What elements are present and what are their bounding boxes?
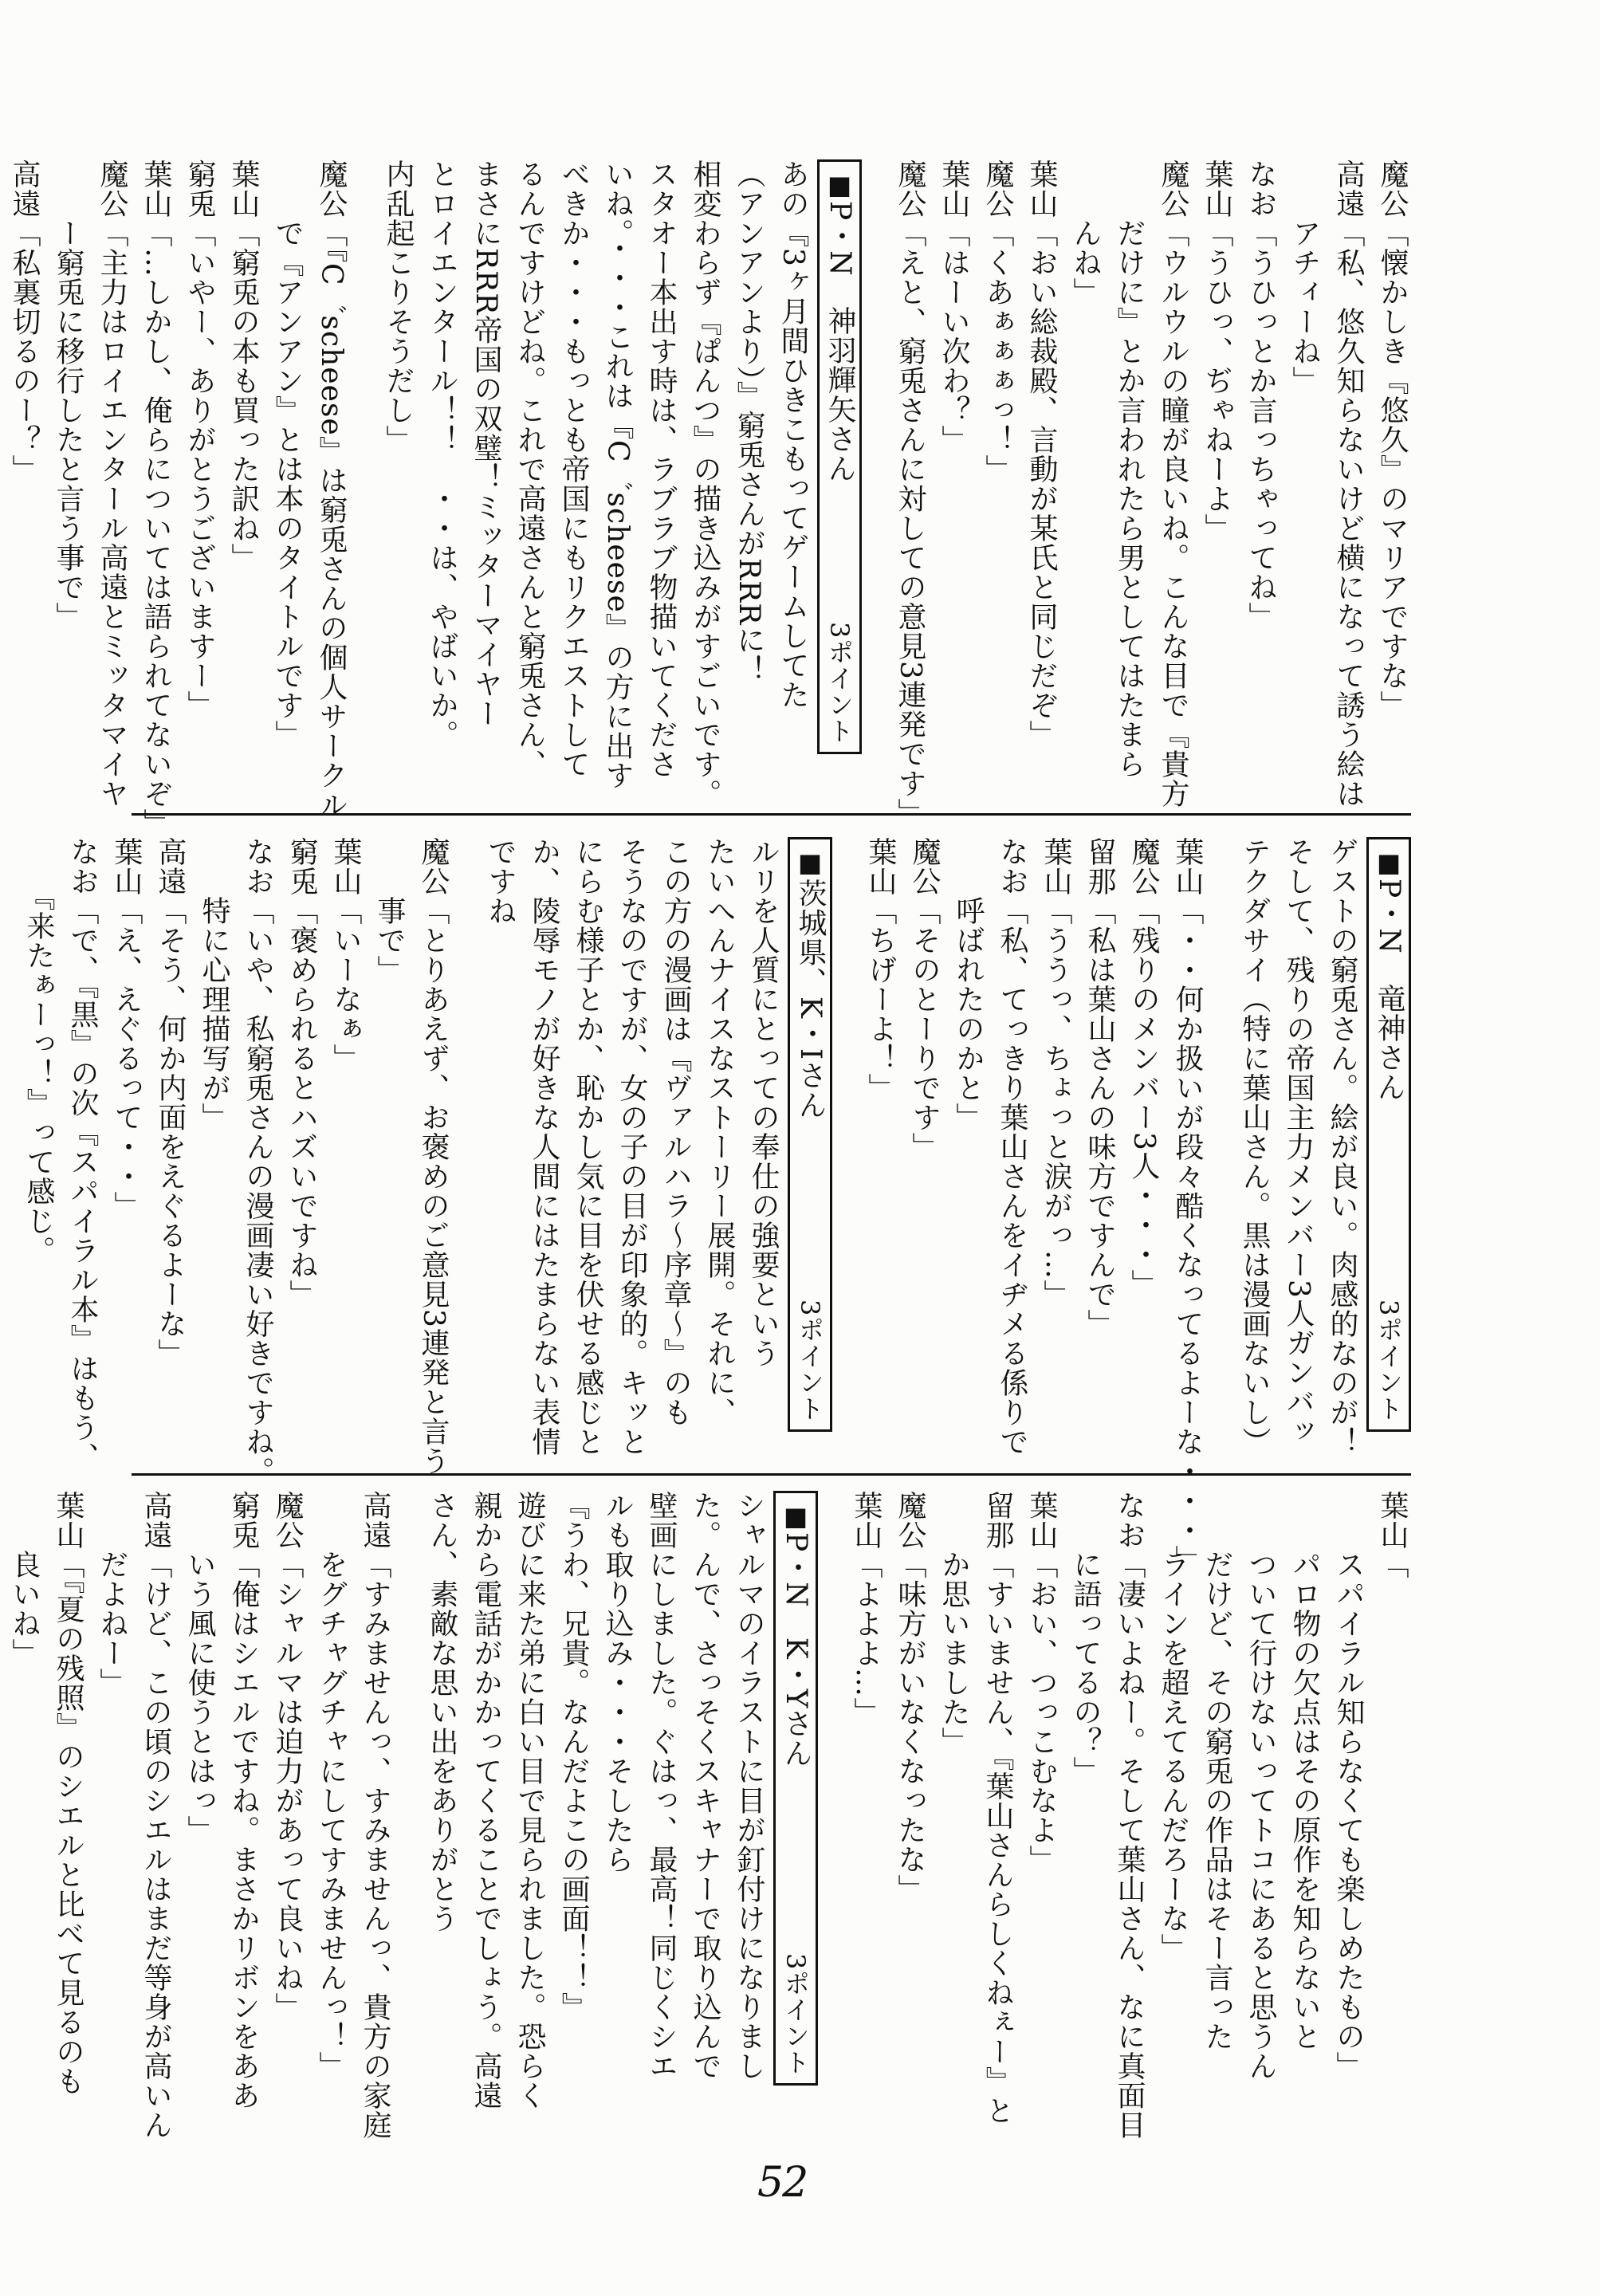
dialogue-line: 魔公「そのとーりです」 (908, 837, 941, 1162)
section-divider (132, 1473, 1411, 1476)
letter-line: ルも取り込み・・・そしたら (601, 1491, 634, 1874)
section-band-3 (8, 1491, 1411, 2140)
dialogue-line: 葉山「『夏の残照』のシエルと比べて見るのも (52, 1491, 85, 2096)
dialogue-line: 葉山「・・何か扱いが段々酷くなってるよーな・・・」 (1171, 837, 1204, 1575)
section-band-2 (22, 837, 1411, 1575)
square-bullet-icon: ■ (824, 170, 855, 201)
page-number: 52 (757, 2159, 808, 2207)
dialogue-line: 葉山「…しかし、俺らについては語られてないぞ」 (140, 159, 172, 838)
dialogue-line: 魔公「シャルマは迫力があって良いね」 (271, 1491, 304, 2022)
letter-line: 『うわ、兄貴。なんだよこの画面！！』 (557, 1491, 590, 2022)
letter-line: べきか・・・もっとも帝国にもリクエストして (557, 159, 590, 779)
dialogue-line: んね」 (1069, 159, 1102, 307)
points-label: 3ポイント (795, 1299, 825, 1421)
dialogue-line: 良いね」 (8, 1491, 41, 1668)
letter-header (773, 1491, 818, 2086)
dialogue-line: 窮兎「俺はシエルですね。まさかリボンをああ (227, 1491, 260, 2110)
dialogue-line: だよねー」 (96, 1491, 128, 1697)
dialogue-line: 窮兎「褒められるとハズいですね」 (285, 837, 318, 1309)
dialogue-line: 魔公「ウルウルの瞳が良いね。こんな目で『貴方 (1157, 159, 1189, 808)
dialogue-line: 高遠「けど、この頃のシエルはまだ等身が高いん (140, 1491, 172, 2140)
dialogue-line: 葉山「 (1376, 1491, 1409, 1579)
letter-line: さん、素敵な思い出をありがとう (426, 1491, 458, 1933)
section-band-1 (8, 159, 1411, 838)
letter-line: にらむ様子とか、恥かし気に目を伏せる感じと (572, 837, 604, 1457)
square-bullet-icon: ■ (780, 1501, 811, 1532)
dialogue-line: パロ物の欠点はその原作を知らないと (1288, 1491, 1321, 2051)
dialogue-line: 魔公「くあぁぁぁっ！」 (981, 159, 1014, 484)
dialogue-line: なお「私、てっきり葉山さんをイヂメる係りで (996, 837, 1028, 1457)
letter-line: テクダサイ（特に葉山さん。黒は漫画ないし） (1238, 837, 1271, 1457)
dialogue-line: 葉山「おい、つっこむなよ」 (1025, 1491, 1058, 1874)
dialogue-line: 窮兎「いやー、ありがとうございますー」 (183, 159, 216, 720)
letter-sender: 茨城県、K・Iさん (794, 879, 827, 1120)
dialogue-line: なお「凄いよねー。そして葉山さん、なに真面目 (1113, 1491, 1146, 2140)
dialogue-line: 高遠「そう、何か内面をえぐるよーな」 (154, 837, 187, 1368)
square-bullet-icon: ■ (795, 847, 825, 879)
dialogue-line: 高遠「すみませんっ、すみませんっ、貴方の家庭 (359, 1491, 391, 2140)
letter-line: 内乱起こりそうだし」 (382, 159, 415, 454)
dialogue-line: で『アンアン』とは本のタイトルです」 (271, 159, 304, 749)
dialogue-line: 葉山「うひっ、ぢゃねーよ」 (1201, 159, 1233, 543)
dialogue-line: 高遠「私裏切るのー？」 (8, 159, 41, 484)
dialogue-line: 魔公「味方がいなくなったな」 (894, 1491, 926, 1904)
dialogue-line: なお「いや、私窮兎さんの漫画凄い好きですね。 (242, 837, 274, 1486)
letter-line: ですね (484, 837, 517, 926)
letter-header (817, 159, 862, 754)
letter-sender: P・N 竜神さん (1373, 879, 1405, 1102)
letter-line: た。んで、さっそくスキャナーで取り込んで (689, 1491, 721, 2081)
dialogue-line: なお「で、『黒』の次『スパイラル本』はもう、 (66, 837, 99, 1472)
letter-line: ゲストの窮兎さん。絵が良い。肉感的なのが！ (1326, 837, 1358, 1457)
dialogue-line: 特に心理描写が」 (198, 837, 230, 1132)
dialogue-line: いう風に使うとはっ」 (183, 1491, 216, 1845)
letter-header (1366, 837, 1411, 1432)
letter-line: そして、残りの帝国主力メンバー3人ガンバッ (1282, 837, 1315, 1446)
letter-line: たいへんナイスなストーリー展開。それに、 (703, 837, 736, 1427)
letter-line: 遊びに来た弟に白い目で見られました。恐らく (513, 1491, 546, 2110)
points-label: 3ポイント (824, 621, 855, 744)
letter-line: るんですけどね。これで高遠さんと窮兎さん、 (513, 159, 546, 779)
square-bullet-icon: ■ (1374, 847, 1404, 879)
dialogue-line: か思いました」 (938, 1491, 970, 1756)
dialogue-line: 事で」 (373, 837, 406, 985)
dialogue-line: 留那「すいません、『葉山さんらしくねぇー』と (981, 1491, 1014, 2125)
letter-line: いね。・・・これは『C゛scheese』の方に出す (601, 159, 634, 790)
dialogue-line: なお「うひっとか言っちゃってね」 (1244, 159, 1277, 631)
letter-line: そうなのですが、女の子の目が印象的。キッと (615, 837, 648, 1457)
points-label: 3ポイント (1374, 1299, 1404, 1421)
section-divider (132, 813, 1411, 816)
dialogue-line: 葉山「ううっ、ちょっと涙がっ…」 (1040, 837, 1072, 1309)
dialogue-line: ー窮兎に移行したと言う事で」 (52, 159, 85, 631)
letter-sender: P・N K・Yさん (780, 1532, 812, 1768)
dialogue-line: アチィーね」 (1288, 159, 1321, 395)
letter-header (788, 837, 832, 1432)
dialogue-line: 魔公「残りのメンバー3人・・・」 (1127, 837, 1160, 1299)
dialogue-line: だけど、その窮兎の作品はそー言った (1201, 1491, 1233, 2051)
letter-line: まさにRRR帝国の双璧！ミッターマイヤー (470, 159, 502, 729)
dialogue-line: 魔公「懐かしき『悠久』のマリアですな」 (1376, 159, 1409, 720)
letter-sender: P・N 神羽輝矢さん (824, 201, 856, 483)
letter-line: スタオー本出す時は、ラブラブ物描いてくださ (645, 159, 678, 779)
dialogue-line: 魔公「とりあえず、お褒めのご意見3連発と言う (417, 837, 450, 1476)
dialogue-line: 『来たぁーっ！』って感じ。 (22, 837, 55, 1265)
dialogue-line: 魔公「主力はロイエンタール高遠とミッタマイヤ (96, 159, 128, 808)
letter-line: か、陵辱モノが好きな人間にはたまらない表情 (528, 837, 560, 1457)
dialogue-line: 高遠「私、悠久知らないけど横になって誘う絵は (1332, 159, 1365, 808)
dialogue-line: スパイラル知らなくても楽しめたもの」 (1332, 1491, 1365, 2081)
dialogue-line: ついて行けないってトコにあると思うん (1244, 1491, 1277, 2081)
dialogue-line: ラインを超えてるんだろーな」 (1157, 1491, 1189, 1963)
dialogue-line: 留那「私は葉山さんの味方ですんで」 (1083, 837, 1116, 1339)
dialogue-line: 葉山「はーい次わ？」 (938, 159, 970, 454)
dialogue-line: をグチャグチャにしてすみませんっ！」 (315, 1491, 348, 2081)
dialogue-line: 魔公「えと、窮兎さんに対しての意見3連発です」 (894, 159, 926, 828)
dialogue-line: 葉山「おい総裁殿、言動が某氏と同じだぞ」 (1025, 159, 1058, 749)
letter-line: 親から電話がかかってくることでしょう。高遠 (470, 1491, 502, 2110)
letter-line: （アンアンより）』窮兎さんがRRRに！ (733, 159, 765, 685)
letter-line: とロイエンタール！！ ・・は、やばいか。 (426, 159, 458, 749)
dialogue-line: に語ってるの？」 (1069, 1491, 1102, 1786)
dialogue-line: だけに』とか言われたら男としてはたまら (1113, 159, 1146, 779)
letter-line: 壁画にしました。ぐはっ、最高！同じくシエ (645, 1491, 678, 2081)
dialogue-line: 葉山「ちげーよ！」 (864, 837, 897, 1103)
letter-line: シャルマのイラストに目が釘付けになりまし (733, 1491, 765, 2081)
dialogue-line: 葉山「窮兎の本も買った訳ね」 (227, 159, 260, 572)
letter-line: 相変わらず『ぱんつ』の描き込みがすごいです。 (689, 159, 721, 808)
letter-line: この方の漫画は『ヴァルハラ～序章～』のも (659, 837, 692, 1427)
dialogue-line: 葉山「え、えぐるって・・」 (110, 837, 143, 1221)
letter-line: あの『3ヶ月間ひきこもってゲームしてた (776, 159, 809, 710)
dialogue-line: 葉山「いーなぁ」 (329, 837, 362, 1073)
dialogue-line: 葉山「よよよ…」 (850, 1491, 883, 1727)
points-label: 3ポイント (780, 1952, 811, 2075)
letter-line: ルリを人質にとっての奉仕の強要という (747, 837, 780, 1368)
dialogue-line: 呼ばれたのかと」 (952, 837, 985, 1132)
dialogue-line: 魔公「『C゛scheese』は窮兎さんの個人サークル (315, 159, 348, 820)
